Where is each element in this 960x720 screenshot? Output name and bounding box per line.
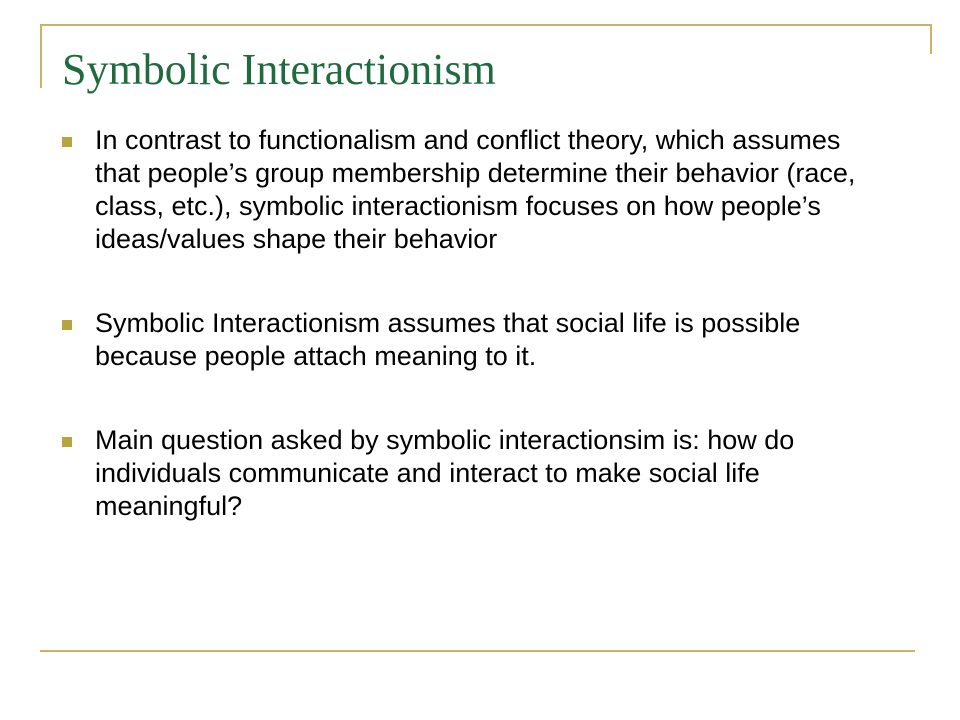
bullet-item: [62, 124, 882, 256]
right-rule: [930, 24, 932, 54]
bullet-text: Main question asked by symbolic interactionsim is: how do individuals communicate and interact to make social life meaningful?: [95, 425, 795, 521]
slide-title: Symbolic Interactionism: [62, 45, 496, 94]
bullet-text: In contrast to functionalism and conflict theory, which assumes that people’s group membership determine their behavior (race, class, etc.), symbolic interactionism focuses on how people’s ideas/values shape their behavior: [95, 125, 856, 254]
bullet-list: [62, 124, 882, 523]
left-rule: [40, 24, 42, 88]
square-bullet-icon: [62, 437, 72, 447]
square-bullet-icon: [62, 320, 72, 330]
bullet-item: [62, 307, 882, 373]
top-rule: [40, 24, 932, 26]
bottom-rule: [40, 650, 915, 652]
bullet-item: [62, 424, 882, 523]
square-bullet-icon: [62, 137, 72, 147]
bullet-text: Symbolic Interactionism assumes that social life is possible because people attach meaning to it.: [95, 308, 801, 371]
